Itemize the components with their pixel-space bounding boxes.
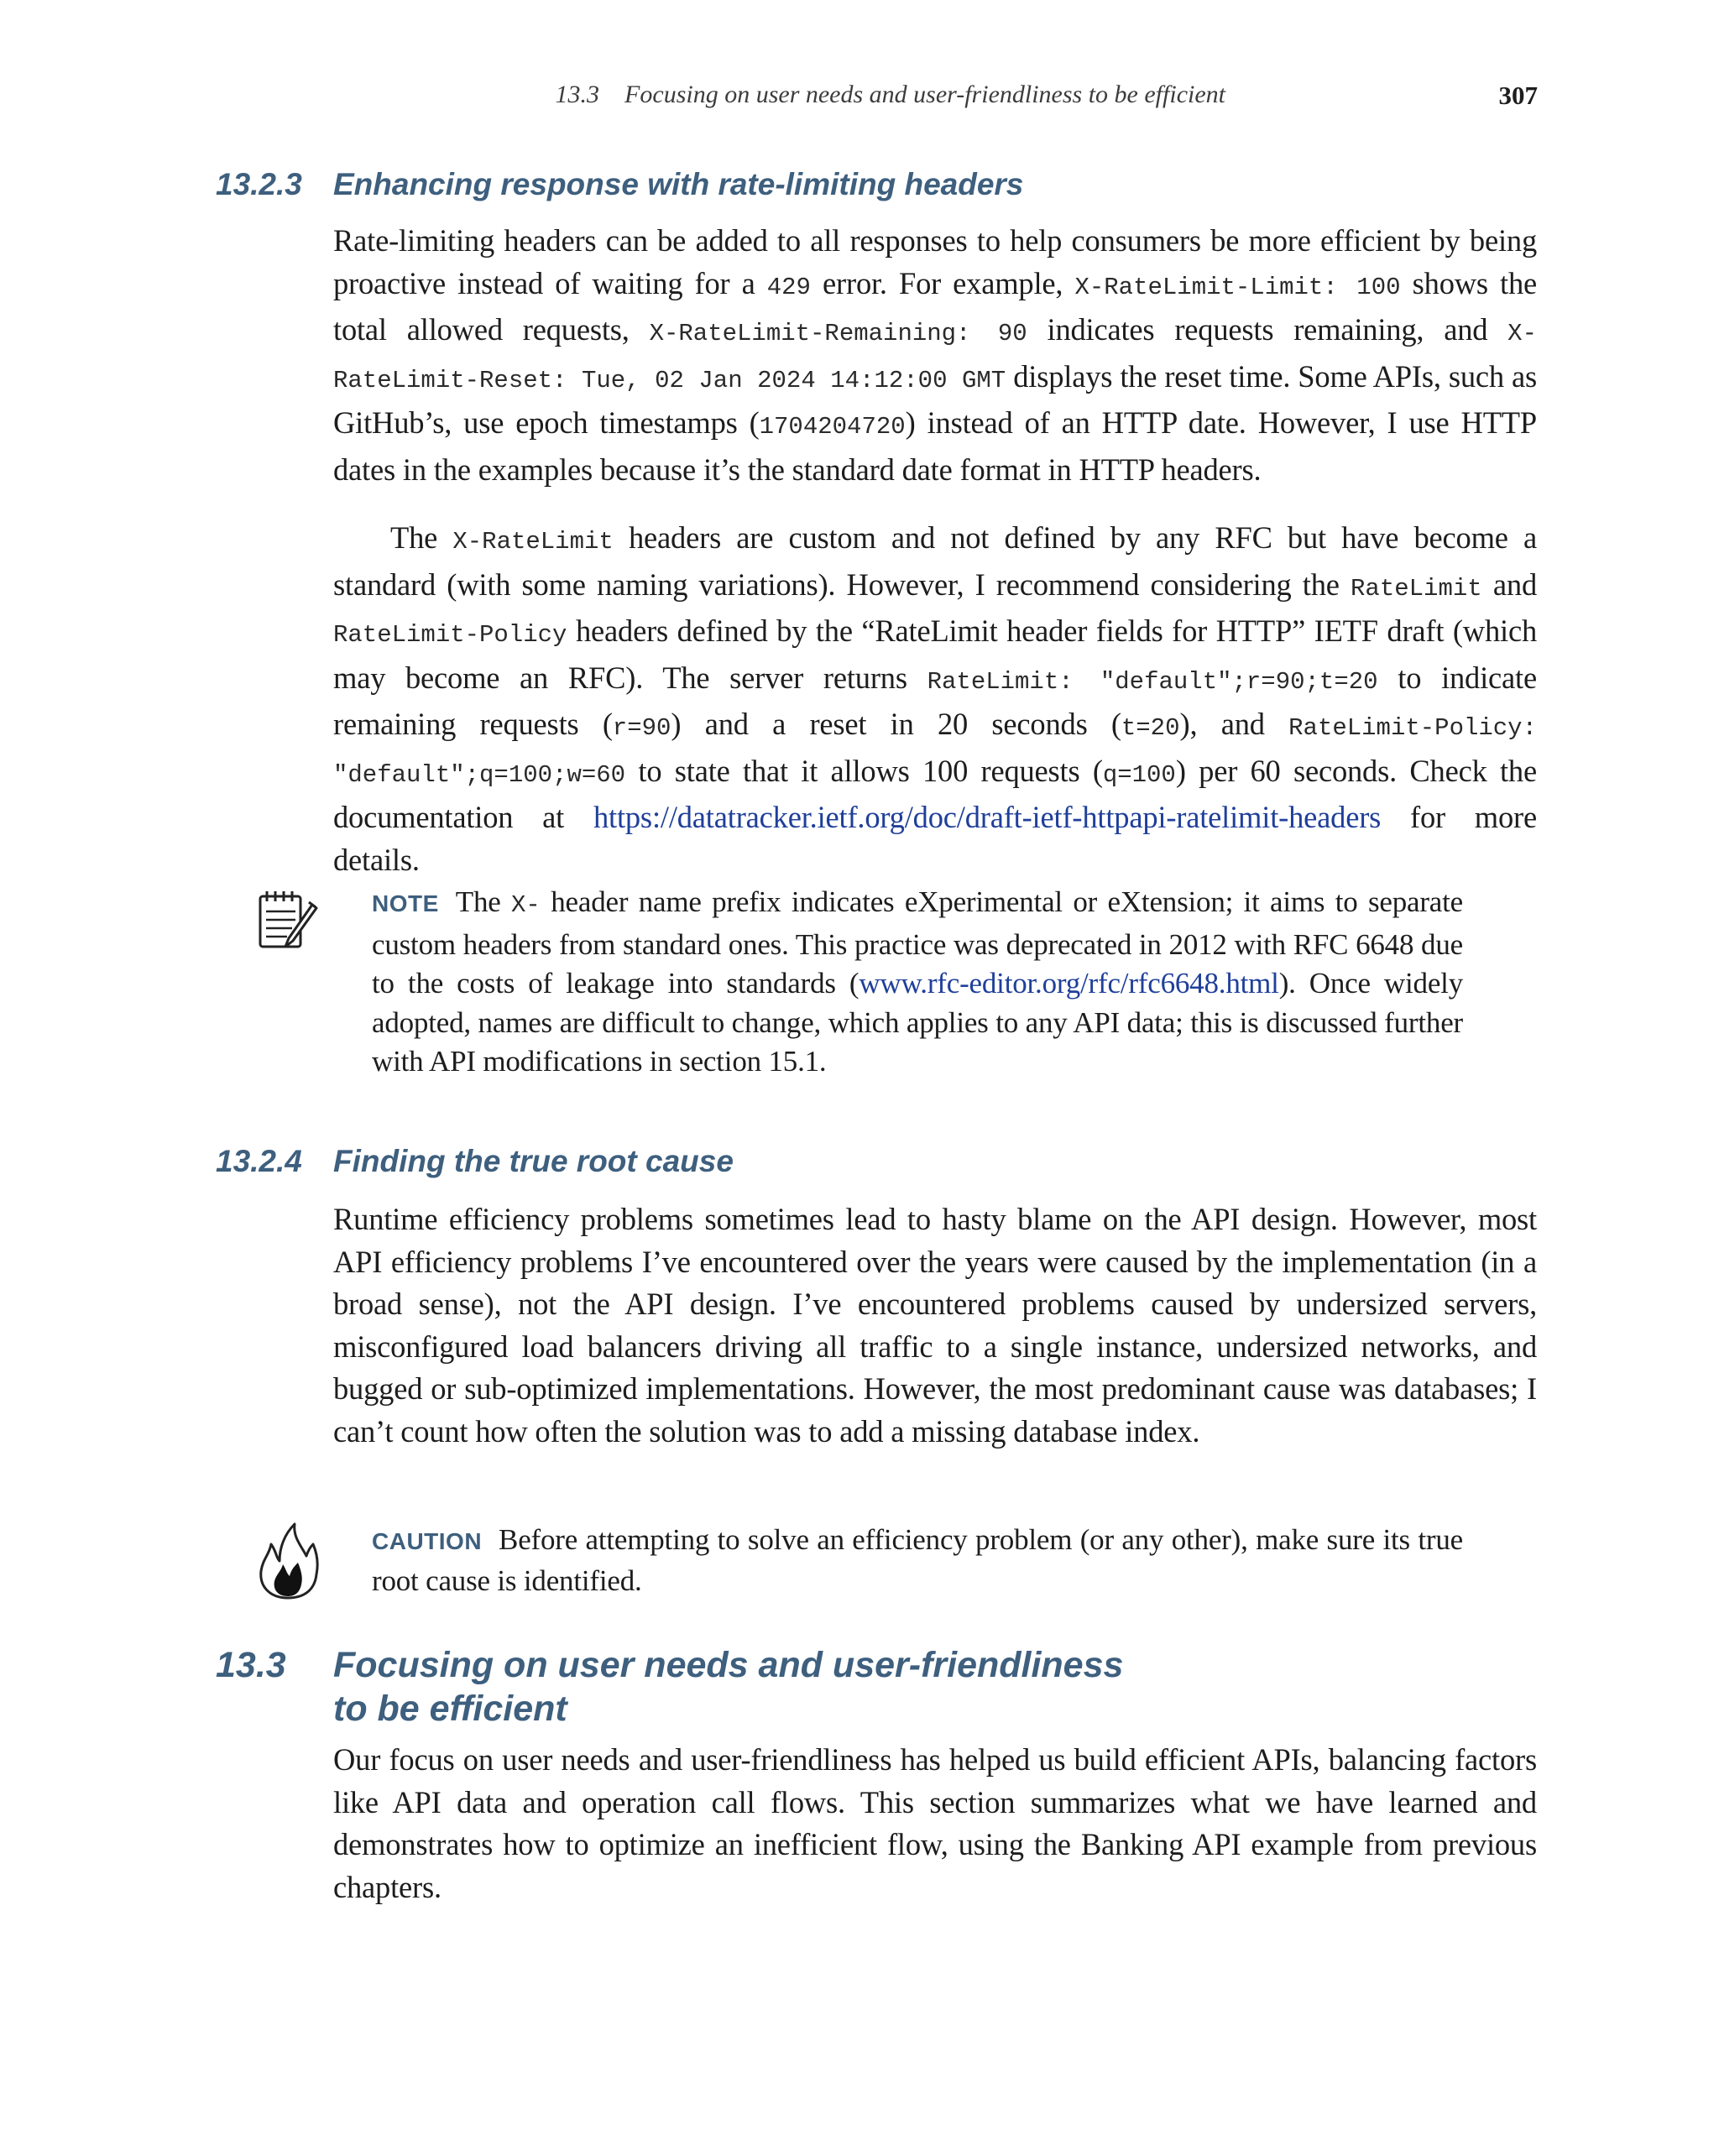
inline-code: X- (511, 891, 541, 919)
notepad-pencil-icon (253, 886, 319, 953)
text-run: to indicate remaining requests ( (333, 660, 1537, 741)
inline-code: 1704204720 (759, 413, 906, 441)
paragraph-user-needs: Our focus on user needs and user-friendliness has helped us build efficient APIs, balancing factors like API data and operation call flows. This section summarizes what we have learned and demonstrates how to optimize an inefficient flow, using the Banking API example from previous chapters. (333, 1742, 1537, 1904)
running-head: 13.3 Focusing on user needs and user-friendliness to be efficient (555, 81, 1225, 108)
text-run: ) and a reset in 20 seconds ( (671, 707, 1121, 741)
text-run: headers are custom and not defined by any RFC but have become a standard (with some naming variations). However, I recommend considering the (333, 520, 1537, 602)
paragraph-rate-limit-headers (333, 220, 1537, 491)
text-run: Before attempting to solve an efficiency problem (or any other), make sure its true root cause is identified. (372, 1523, 1463, 1597)
text-run: shows the total allowed requests, (333, 265, 1538, 347)
inline-code: RateLimit: "default";r=90;t=20 (927, 667, 1378, 696)
paragraph-ratelimit-draft (333, 517, 1537, 881)
section-title: Finding the true root cause (333, 1144, 734, 1178)
inline-code: q=100 (1102, 760, 1176, 789)
inline-code: X-RateLimit (452, 528, 614, 556)
text-run: displays the reset time. Some APIs, such as GitHub’s, use epoch timestamps ( (333, 358, 1537, 440)
section-title-line-2: to be efficient (333, 1689, 567, 1729)
text-run: error. For example, (810, 265, 1075, 300)
text-run: to state that it allows 100 requests ( (625, 753, 1103, 788)
inline-code: RateLimit-Policy (333, 621, 567, 649)
inline-code: X-RateLimit-Reset: Tue, 02 Jan 2024 14:12:00 GMT (333, 320, 1537, 394)
text-run: Rate-limiting headers can be added to all responses to help consumers be more efficient by being proactive instead of waiting for a (333, 223, 1537, 300)
text-run: The (455, 885, 512, 918)
text-run: indicates requests remaining, and (1027, 312, 1508, 347)
text-run: ) per 60 seconds. Check the documentation at (333, 753, 1537, 834)
inline-code: t=20 (1121, 714, 1180, 742)
caution-callout (372, 1521, 1463, 1600)
section-number: 13.2.4 (216, 1144, 302, 1178)
flame-icon (254, 1517, 321, 1601)
inline-code: r=90 (612, 714, 671, 742)
text-run: and (1481, 566, 1537, 602)
note-callout (372, 883, 1463, 1082)
ratelimit-draft-link[interactable]: https://datatracker.ietf.org/doc/draft-ietf-httpapi-ratelimit-headers (593, 800, 1382, 834)
section-heading-13-2-3 (216, 166, 1475, 205)
text-run: The (390, 520, 453, 555)
text-run: ). Once widely adopted, names are difficult to change, which applies to any API data; this is discussed further with API modifications in section 15.1. (372, 967, 1463, 1078)
text-run: header name prefix indicates eXperimental or eXtension; it aims to separate custom headers from standard ones. This practice was deprecated in 2012 with RFC 6648 due to the costs of leakage into standards ( (372, 885, 1463, 1000)
inline-code: RateLimit (1351, 574, 1482, 603)
note-label: NOTE (372, 890, 439, 916)
inline-code: X-RateLimit-Limit: 100 (1074, 273, 1401, 301)
rfc6648-link[interactable]: www.rfc-editor.org/rfc/rfc6648.html (859, 967, 1279, 1000)
inline-code: 429 (766, 273, 811, 301)
text-run: ) instead of an HTTP date. However, I use HTTP dates in the examples because it’s the standard date format in HTTP headers. (333, 405, 1538, 487)
inline-code: RateLimit-Policy: "default";q=100;w=60 (333, 714, 1537, 789)
text-run: headers defined by the “RateLimit header fields for HTTP” IETF draft (which may become an RFC). The server returns (333, 613, 1537, 695)
section-heading-13-3 (216, 1643, 1475, 1736)
section-title-line-1: Focusing on user needs and user-friendliness (333, 1645, 1124, 1685)
caution-label: CAUTION (372, 1528, 483, 1554)
text-run: for more details. (333, 800, 1537, 877)
section-number: 13.2.3 (216, 167, 302, 201)
paragraph-root-cause: Runtime efficiency problems sometimes lead to hasty blame on the API design. However, most API efficiency problems I’ve encountered over the years were caused by the implementation (in a broad sense), not the API design. I’ve encountered problems caused by undersized servers, misconfigured load balancers driving all traffic to a single instance, undersized networks, and bugged or sub-optimized implementations. However, the most predominant cause was databases; I can’t count how often the solution was to add a missing database index. (333, 1202, 1537, 1449)
section-title: Enhancing response with rate-limiting headers (333, 167, 1024, 201)
text-run: ), and (1179, 707, 1289, 741)
section-number: 13.3 (216, 1645, 286, 1685)
inline-code: X-RateLimit-Remaining: 90 (649, 320, 1027, 347)
page-number: 307 (1498, 81, 1538, 110)
section-heading-13-2-4 (216, 1143, 1475, 1182)
